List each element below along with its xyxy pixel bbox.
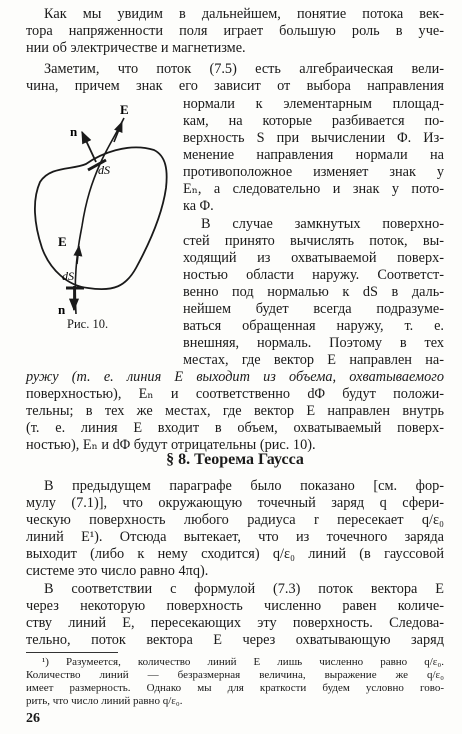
body-line: ходящий из охватываемой поверх- <box>183 250 444 266</box>
body-line: верхность S при вычислении Φ. Из- <box>183 130 444 146</box>
figure-label: dS <box>62 269 74 283</box>
body-line: Как мы увидим в дальнейшем, понятие потока век- <box>44 6 444 22</box>
footnote-line: ¹) Разумеется, количество линий E лишь численно равно q/ε₀. <box>42 656 444 668</box>
body-line: линий E¹). Отсюда вытекает, что из точечного заряда <box>26 529 444 545</box>
figure-label: E <box>58 234 67 249</box>
body-line: ностью), Eₙ и dΦ будут отрицательны (рис. 10). <box>26 437 316 453</box>
body-line: местах, где вектор E направлен на- <box>183 352 444 368</box>
arrow-E-inside <box>77 246 79 264</box>
footnote-line: Количество линий — безразмерная величина, выражение же q/ε₀ <box>26 669 444 681</box>
body-line: системе это число равно 4πq). <box>26 563 209 579</box>
body-line: ружу (т. е. линия E выходит из объема, охватываемого <box>26 369 444 385</box>
figure-caption: Рис. 10. <box>67 317 109 331</box>
body-line: мулу (7.1)], что окружающую точечный заряд q сфери- <box>26 495 444 511</box>
body-line: ству линий E, пересекающих эту поверхность. Следова- <box>26 615 444 631</box>
body-line: противоположное изменяет знак у <box>183 164 444 180</box>
body-line: Eₙ, а следовательно и знак у пото- <box>183 181 444 197</box>
body-line: нейшем будет всегда подразуме- <box>183 301 444 317</box>
section-heading: § 8. Теорема Гаусса <box>166 451 304 468</box>
body-line: кам, на которые разбивается по- <box>183 113 444 129</box>
body-line: ваться обращенная наружу, т. е. <box>183 318 444 334</box>
body-line: нии об электричестве и магнетизме. <box>26 40 246 56</box>
body-line: В соответствии с формулой (7.3) поток вектора E <box>44 581 444 597</box>
body-line: выходит (либо к нему сходится) q/ε₀ линий (в гауссовой <box>26 546 444 562</box>
figure-closed-surface <box>16 96 176 328</box>
body-line: через некоторую поверхность численно равен количе- <box>26 598 444 614</box>
body-line: внешняя, нормаль. Поэтому в тех <box>183 335 444 351</box>
body-line: тельны; в тех же местах, где вектор E направлен внутрь <box>26 403 444 419</box>
body-line: чина, причем знак его зависит от выбора направления <box>26 78 444 94</box>
body-line: В случае замкнутых поверхно- <box>201 216 444 232</box>
figure-label: E <box>120 102 129 117</box>
footnote-rule <box>26 652 118 653</box>
body-line: тельно, поток вектора E через охватывающую заряд <box>26 632 444 648</box>
body-line: тора напряженности поля играет большую роль в уче- <box>26 23 444 39</box>
arrow-E-top <box>114 122 122 142</box>
body-line: ностью области наружу. Соответст- <box>183 267 444 283</box>
footnote-line: рить, что число линий равно q/ε₀. <box>26 695 183 707</box>
figure-label: n <box>58 302 66 317</box>
body-line: венно под нормалью к dS в даль- <box>183 284 444 300</box>
figure-label: dS <box>98 163 110 177</box>
body-line: стей принято вычислять поток, вы- <box>183 233 444 249</box>
page-number: 26 <box>26 711 40 726</box>
figure-label: n <box>70 124 78 139</box>
body-line: менение направления нормали на <box>183 147 444 163</box>
body-line: поверхностью), Eₙ и соответственно dΦ будут положи- <box>26 386 444 402</box>
body-line: нормали к элементарным площад- <box>183 96 444 112</box>
body-line: (т. е. линия E входит в объем, охватываемый поверх- <box>26 420 444 436</box>
field-line-E <box>75 118 124 314</box>
body-line: В предыдущем параграфе было показано [см. фор- <box>44 478 444 494</box>
body-line: ческую поверхность любого радиуса r пересекает q/ε₀ <box>26 512 444 528</box>
body-line: Заметим, что поток (7.5) есть алгебраическая вели- <box>44 61 444 77</box>
footnote-line: имеет размерность. Однако мы для краткости будем условно гово- <box>26 682 444 694</box>
body-line: ка Φ. <box>183 198 214 214</box>
arrow-normal-top <box>82 132 96 162</box>
